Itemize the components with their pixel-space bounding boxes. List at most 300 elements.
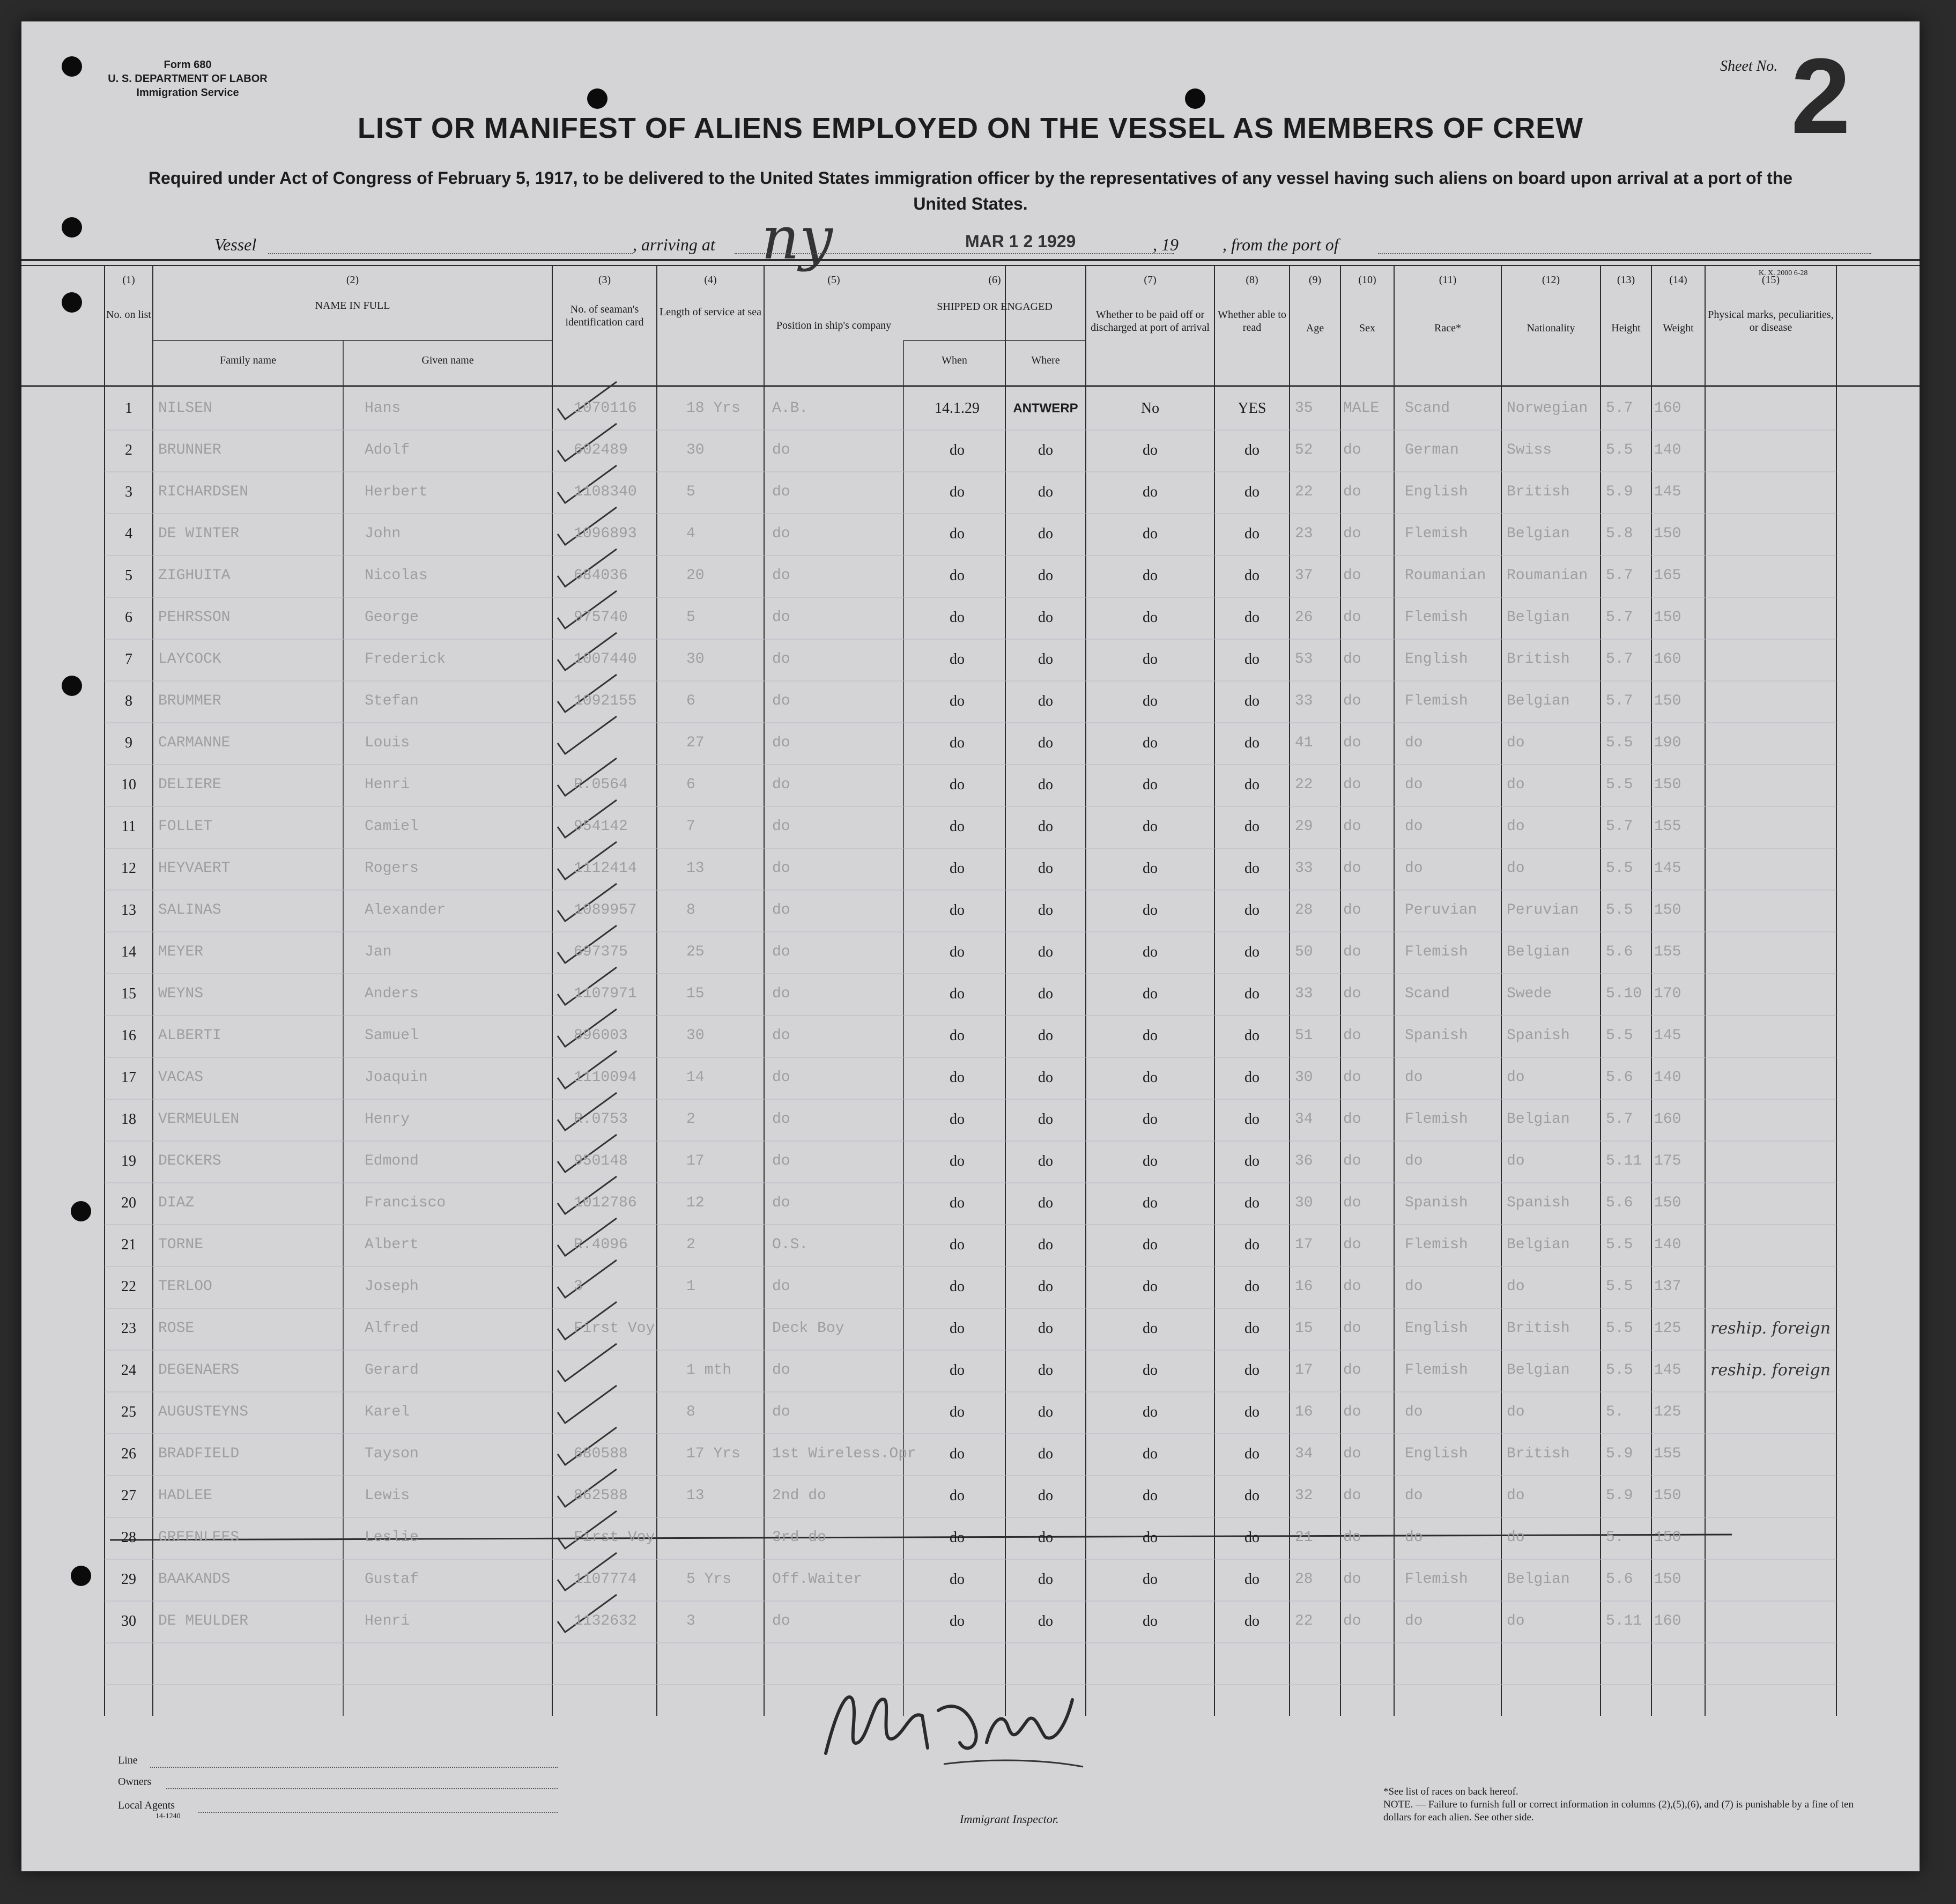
column-number: (2) — [346, 274, 359, 286]
age: 37 — [1295, 567, 1313, 584]
column-number: (13) — [1617, 274, 1635, 286]
race: Flemish — [1405, 609, 1468, 626]
age: 30 — [1295, 1069, 1313, 1086]
service-length: 8 — [686, 1404, 695, 1420]
shipped-where: do — [1038, 1404, 1053, 1420]
age: 33 — [1295, 860, 1313, 877]
able-to-read: do — [1244, 1362, 1259, 1379]
nationality: do — [1507, 1069, 1525, 1086]
row-number: 10 — [121, 776, 136, 793]
position: do — [772, 525, 790, 542]
row-number: 30 — [121, 1613, 136, 1629]
seaman-id — [574, 1361, 654, 1380]
family-name: DELIERE — [158, 776, 221, 793]
shipped-where: do — [1038, 1362, 1053, 1379]
given-name: Hans — [365, 400, 401, 417]
given-name: John — [365, 525, 401, 542]
paid-off: do — [1143, 1069, 1158, 1086]
shipped-where: do — [1038, 1613, 1053, 1629]
service-length: 30 — [686, 1027, 705, 1044]
sex: do — [1343, 1236, 1361, 1253]
sex: do — [1343, 1320, 1361, 1337]
age: 28 — [1295, 902, 1313, 918]
paid-off: do — [1143, 986, 1158, 1002]
given-name: Gerard — [365, 1362, 419, 1379]
physical-marks — [1710, 860, 1834, 883]
family-name: BRADFIELD — [158, 1446, 240, 1462]
paid-off: do — [1143, 1404, 1158, 1420]
paid-off: do — [1143, 776, 1158, 793]
position: do — [772, 1613, 790, 1629]
nationality: do — [1507, 1278, 1525, 1295]
shipped-when: do — [950, 1613, 965, 1629]
physical-marks — [1710, 1529, 1834, 1552]
service-length: 8 — [686, 902, 695, 918]
position: 1st Wireless.Opr — [772, 1446, 916, 1462]
paid-off: do — [1143, 1153, 1158, 1169]
paid-off: do — [1143, 1278, 1158, 1295]
header-marks: Physical marks, peculiarities, or disease — [1708, 309, 1834, 334]
able-to-read: do — [1244, 609, 1259, 626]
height: 5.8 — [1606, 525, 1633, 542]
seaman-id: 1132632 — [574, 1613, 637, 1629]
weight: 140 — [1654, 1236, 1681, 1253]
given-name: Joseph — [365, 1278, 419, 1295]
given-name: Stefan — [365, 693, 419, 709]
age: 15 — [1295, 1320, 1313, 1337]
able-to-read: do — [1244, 567, 1259, 584]
row-number: 19 — [121, 1153, 136, 1169]
row-number: 9 — [125, 735, 132, 751]
sex: do — [1343, 1195, 1361, 1211]
shipped-when: do — [950, 693, 965, 709]
age: 51 — [1295, 1027, 1313, 1044]
nationality: Spanish — [1507, 1195, 1570, 1211]
shipped-where: do — [1038, 693, 1053, 709]
row-number: 28 — [121, 1529, 136, 1546]
shipped-where: ANTWERP — [1013, 401, 1078, 416]
race: do — [1405, 776, 1423, 793]
service-length: 13 — [686, 1487, 705, 1504]
height: 5.9 — [1606, 1446, 1633, 1462]
given-name: Tayson — [365, 1446, 419, 1462]
service-length: 25 — [686, 944, 705, 960]
physical-marks — [1710, 1069, 1834, 1092]
age: 22 — [1295, 1613, 1313, 1629]
given-name: Henry — [365, 1111, 410, 1128]
weight: 150 — [1654, 902, 1681, 918]
height: 5.5 — [1606, 902, 1633, 918]
paid-off: do — [1143, 484, 1158, 500]
family-name: RICHARDSEN — [158, 484, 249, 500]
nationality: Belgian — [1507, 1571, 1570, 1588]
nationality: Spanish — [1507, 1027, 1570, 1044]
seaman-id: 1110094 — [574, 1069, 637, 1086]
service-length: 5 Yrs — [686, 1571, 732, 1588]
row-number: 2 — [125, 442, 132, 458]
arrival-place: ny — [761, 204, 833, 272]
shipped-when: do — [950, 818, 965, 835]
height: 5.5 — [1606, 1236, 1633, 1253]
shipped-when: do — [950, 1320, 965, 1337]
family-name: DE MEULDER — [158, 1613, 249, 1629]
shipped-when: 14.1.29 — [935, 400, 980, 417]
paid-off: do — [1143, 860, 1158, 877]
column-number: (5) — [827, 274, 840, 286]
height: 5.10 — [1606, 986, 1642, 1002]
race: Peruvian — [1405, 902, 1477, 918]
sex: do — [1343, 1153, 1361, 1169]
nationality: Belgian — [1507, 1362, 1570, 1379]
shipped-where: do — [1038, 1236, 1053, 1253]
position: O.S. — [772, 1236, 809, 1253]
agents-blank — [198, 1812, 558, 1813]
nationality: Belgian — [1507, 693, 1570, 709]
service-length — [686, 1529, 761, 1547]
able-to-read: do — [1244, 735, 1259, 751]
paid-off: do — [1143, 1111, 1158, 1128]
paid-off: do — [1143, 1027, 1158, 1044]
weight: 165 — [1654, 567, 1681, 584]
family-name: FOLLET — [158, 818, 212, 835]
height: 5.5 — [1606, 860, 1633, 877]
shipped-when: do — [950, 525, 965, 542]
column-number: (1) — [122, 274, 135, 286]
height: 5.9 — [1606, 1487, 1633, 1504]
sex: do — [1343, 484, 1361, 500]
shipped-when: do — [950, 1027, 965, 1044]
physical-marks — [1710, 567, 1834, 590]
sex: do — [1343, 1362, 1361, 1379]
row-number: 13 — [121, 902, 136, 918]
height: 5.5 — [1606, 442, 1633, 458]
family-name: AUGUSTEYNS — [158, 1404, 249, 1420]
race: do — [1405, 735, 1423, 751]
age: 34 — [1295, 1111, 1313, 1128]
shipped-where: do — [1038, 860, 1053, 877]
nationality: British — [1507, 1446, 1570, 1462]
sex: do — [1343, 944, 1361, 960]
weight: 160 — [1654, 400, 1681, 417]
physical-marks — [1710, 1445, 1834, 1469]
race: English — [1405, 484, 1468, 500]
given-name: Camiel — [365, 818, 419, 835]
paid-off: do — [1143, 1362, 1158, 1379]
row-number: 26 — [121, 1446, 136, 1462]
seaman-id: 862588 — [574, 1487, 628, 1504]
physical-marks — [1710, 1403, 1834, 1427]
nationality: do — [1507, 818, 1525, 835]
physical-marks — [1710, 1487, 1834, 1510]
given-name: Alfred — [365, 1320, 419, 1337]
age: 32 — [1295, 1487, 1313, 1504]
nationality: Roumanian — [1507, 567, 1588, 584]
race: do — [1405, 1529, 1423, 1546]
column-number: (14) — [1669, 274, 1687, 286]
weight: 170 — [1654, 986, 1681, 1002]
shipped-when: do — [950, 651, 965, 668]
service-length: 4 — [686, 525, 695, 542]
able-to-read: do — [1244, 442, 1259, 458]
physical-marks — [1710, 943, 1834, 967]
shipped-when: do — [950, 1195, 965, 1211]
header-name: NAME IN FULL — [315, 300, 390, 312]
position: do — [772, 818, 790, 835]
paid-off: do — [1143, 525, 1158, 542]
age: 35 — [1295, 400, 1313, 417]
physical-marks — [1710, 776, 1834, 799]
shipped-where: do — [1038, 1195, 1053, 1211]
able-to-read: do — [1244, 818, 1259, 835]
sex: do — [1343, 1487, 1361, 1504]
position: do — [772, 986, 790, 1002]
race: Flemish — [1405, 1571, 1468, 1588]
nationality: Swiss — [1507, 442, 1552, 458]
sex: do — [1343, 1278, 1361, 1295]
age: 16 — [1295, 1278, 1313, 1295]
weight: 155 — [1654, 1446, 1681, 1462]
shipped-where: do — [1038, 1571, 1053, 1588]
given-name: Herbert — [365, 484, 428, 500]
age: 22 — [1295, 776, 1313, 793]
legal-note — [1383, 1786, 1877, 1824]
weight: 150 — [1654, 1529, 1681, 1546]
position: do — [772, 651, 790, 668]
shipped-when: do — [950, 776, 965, 793]
paid-off: do — [1143, 1446, 1158, 1462]
paid-off: do — [1143, 1487, 1158, 1504]
nationality: Belgian — [1507, 609, 1570, 626]
sex: do — [1343, 1027, 1361, 1044]
race: do — [1405, 860, 1423, 877]
seaman-id: 1007440 — [574, 651, 637, 668]
sex: do — [1343, 902, 1361, 918]
sex: do — [1343, 818, 1361, 835]
weight: 175 — [1654, 1153, 1681, 1169]
weight: 160 — [1654, 651, 1681, 668]
seaman-id: 1089957 — [574, 902, 637, 918]
shipped-when: do — [950, 609, 965, 626]
sex: do — [1343, 735, 1361, 751]
row-number: 17 — [121, 1069, 136, 1086]
seaman-id: R.4096 — [574, 1236, 628, 1253]
shipped-when: do — [950, 986, 965, 1002]
header-sex: Sex — [1359, 322, 1375, 334]
family-name: DECKERS — [158, 1153, 221, 1169]
sex: do — [1343, 1446, 1361, 1462]
shipped-where: do — [1038, 525, 1053, 542]
able-to-read: do — [1244, 1613, 1259, 1629]
height: 5.5 — [1606, 1320, 1633, 1337]
arriving-label: , arriving at — [633, 235, 715, 254]
weight: 145 — [1654, 1362, 1681, 1379]
height: 5.7 — [1606, 1111, 1633, 1128]
physical-marks — [1710, 1152, 1834, 1176]
seaman-id: 954142 — [574, 818, 628, 835]
weight: 125 — [1654, 1320, 1681, 1337]
paid-off: do — [1143, 735, 1158, 751]
paid-off: do — [1143, 693, 1158, 709]
shipped-when: do — [950, 902, 965, 918]
header-height: Height — [1611, 322, 1641, 334]
family-name: TORNE — [158, 1236, 204, 1253]
age: 36 — [1295, 1153, 1313, 1169]
sex: do — [1343, 776, 1361, 793]
height: 5.7 — [1606, 609, 1633, 626]
able-to-read: do — [1244, 693, 1259, 709]
row-number: 21 — [121, 1236, 136, 1253]
sex: do — [1343, 442, 1361, 458]
position: do — [772, 442, 790, 458]
physical-marks — [1710, 1236, 1834, 1260]
form-code: K. X. 2000 6-28 — [1759, 269, 1808, 277]
nationality: Belgian — [1507, 1111, 1570, 1128]
position: Deck Boy — [772, 1320, 844, 1337]
nationality: do — [1507, 1153, 1525, 1169]
column-number: (8) — [1246, 274, 1258, 286]
position: do — [772, 1362, 790, 1379]
page-title: LIST OR MANIFEST OF ALIENS EMPLOYED ON THE VESSEL AS MEMBERS OF CREW — [357, 112, 1584, 144]
sex: do — [1343, 693, 1361, 709]
service-length: 6 — [686, 776, 695, 793]
physical-marks — [1710, 399, 1834, 423]
paid-off: do — [1143, 567, 1158, 584]
service-length: 15 — [686, 986, 705, 1002]
height: 5.7 — [1606, 651, 1633, 668]
agents-label: Local Agents — [118, 1799, 175, 1811]
seaman-id: 1112414 — [574, 860, 637, 877]
header-given: Given name — [421, 354, 474, 366]
seaman-id: 684036 — [574, 567, 628, 584]
service-length: 6 — [686, 693, 695, 709]
agents-code: 14-1240 — [155, 1812, 181, 1820]
family-name: SALINAS — [158, 902, 221, 918]
shipped-where: do — [1038, 1069, 1053, 1086]
shipped-where: do — [1038, 1529, 1053, 1546]
able-to-read: do — [1244, 1571, 1259, 1588]
nationality: Norwegian — [1507, 400, 1588, 417]
shipped-when: do — [950, 442, 965, 458]
weight: 125 — [1654, 1404, 1681, 1420]
sex: do — [1343, 1069, 1361, 1086]
nationality: Belgian — [1507, 525, 1570, 542]
seaman-id: 1107971 — [574, 986, 637, 1002]
paid-off: do — [1143, 1320, 1158, 1337]
age: 26 — [1295, 609, 1313, 626]
shipped-where: do — [1038, 1320, 1053, 1337]
height: 5.6 — [1606, 1571, 1633, 1588]
header-nationality: Nationality — [1527, 322, 1575, 334]
row-number: 1 — [125, 400, 132, 417]
header-read: Whether able to read — [1218, 309, 1286, 334]
service-length: 14 — [686, 1069, 705, 1086]
race: do — [1405, 1613, 1423, 1629]
shipped-where: do — [1038, 902, 1053, 918]
shipped-where: do — [1038, 567, 1053, 584]
service-length — [686, 1320, 761, 1338]
year-prefix: , 19 — [1153, 235, 1179, 254]
given-name: Alexander — [365, 902, 446, 918]
nationality: do — [1507, 1487, 1525, 1504]
seaman-id: 1096893 — [574, 525, 637, 542]
row-number: 25 — [121, 1404, 136, 1420]
date-stamp: MAR 1 2 1929 — [965, 232, 1076, 251]
service-length: 13 — [686, 860, 705, 877]
penalty-note: NOTE. — Failure to furnish full or correct information in columns (2),(5),(6), and (7) is punishable by a fine of ten dollars for each alien. See other side. — [1383, 1799, 1854, 1823]
column-number: (15) — [1761, 274, 1780, 286]
race: do — [1405, 1278, 1423, 1295]
family-name: MEYER — [158, 944, 204, 960]
physical-marks — [1710, 441, 1834, 465]
height: 5.5 — [1606, 1278, 1633, 1295]
able-to-read: do — [1244, 776, 1259, 793]
paid-off: do — [1143, 442, 1158, 458]
header-weight: Weight — [1663, 322, 1694, 334]
seaman-id: 680588 — [574, 1446, 628, 1462]
paid-off: do — [1143, 1529, 1158, 1546]
height: 5.11 — [1606, 1153, 1642, 1169]
seaman-id: 697375 — [574, 944, 628, 960]
row-number: 24 — [121, 1362, 136, 1379]
service-length: 30 — [686, 651, 705, 668]
service-length: 5 — [686, 609, 695, 626]
weight: 150 — [1654, 693, 1681, 709]
seaman-id: 1107774 — [574, 1571, 637, 1588]
sex: do — [1343, 860, 1361, 877]
height: 5.9 — [1606, 484, 1633, 500]
family-name: NILSEN — [158, 400, 212, 417]
age: 33 — [1295, 693, 1313, 709]
weight: 140 — [1654, 442, 1681, 458]
shipped-where: do — [1038, 986, 1053, 1002]
able-to-read: do — [1244, 1153, 1259, 1169]
race: Flemish — [1405, 1236, 1468, 1253]
age: 23 — [1295, 525, 1313, 542]
race: Spanish — [1405, 1195, 1468, 1211]
shipped-when: do — [950, 1153, 965, 1169]
able-to-read: do — [1244, 944, 1259, 960]
family-name: ALBERTI — [158, 1027, 221, 1044]
age: 21 — [1295, 1529, 1313, 1546]
position: do — [772, 902, 790, 918]
able-to-read: do — [1244, 1404, 1259, 1420]
column-number: (11) — [1439, 274, 1457, 286]
physical-marks — [1710, 1194, 1834, 1218]
shipped-when: do — [950, 484, 965, 500]
service-length: 17 — [686, 1153, 705, 1169]
shipped-where: do — [1038, 609, 1053, 626]
able-to-read: do — [1244, 484, 1259, 500]
family-name: GREENLEES — [158, 1529, 240, 1546]
header-id: No. of seaman's identification card — [565, 303, 644, 328]
height: 5.7 — [1606, 400, 1633, 417]
position: do — [772, 1278, 790, 1295]
vessel-label: Vessel — [214, 235, 257, 254]
race: English — [1405, 1446, 1468, 1462]
shipped-where: do — [1038, 1111, 1053, 1128]
shipped-where: do — [1038, 1027, 1053, 1044]
given-name: Leslie — [365, 1529, 419, 1546]
header-where: Where — [1031, 354, 1060, 366]
nationality: do — [1507, 776, 1525, 793]
family-name: PEHRSSON — [158, 609, 231, 626]
header-paid: Whether to be paid off or discharged at port of arrival — [1091, 309, 1210, 334]
nationality: Swede — [1507, 986, 1552, 1002]
paid-off: No — [1140, 400, 1160, 417]
age: 30 — [1295, 1195, 1313, 1211]
given-name: Edmond — [365, 1153, 419, 1169]
seaman-id: R.0564 — [574, 776, 628, 793]
